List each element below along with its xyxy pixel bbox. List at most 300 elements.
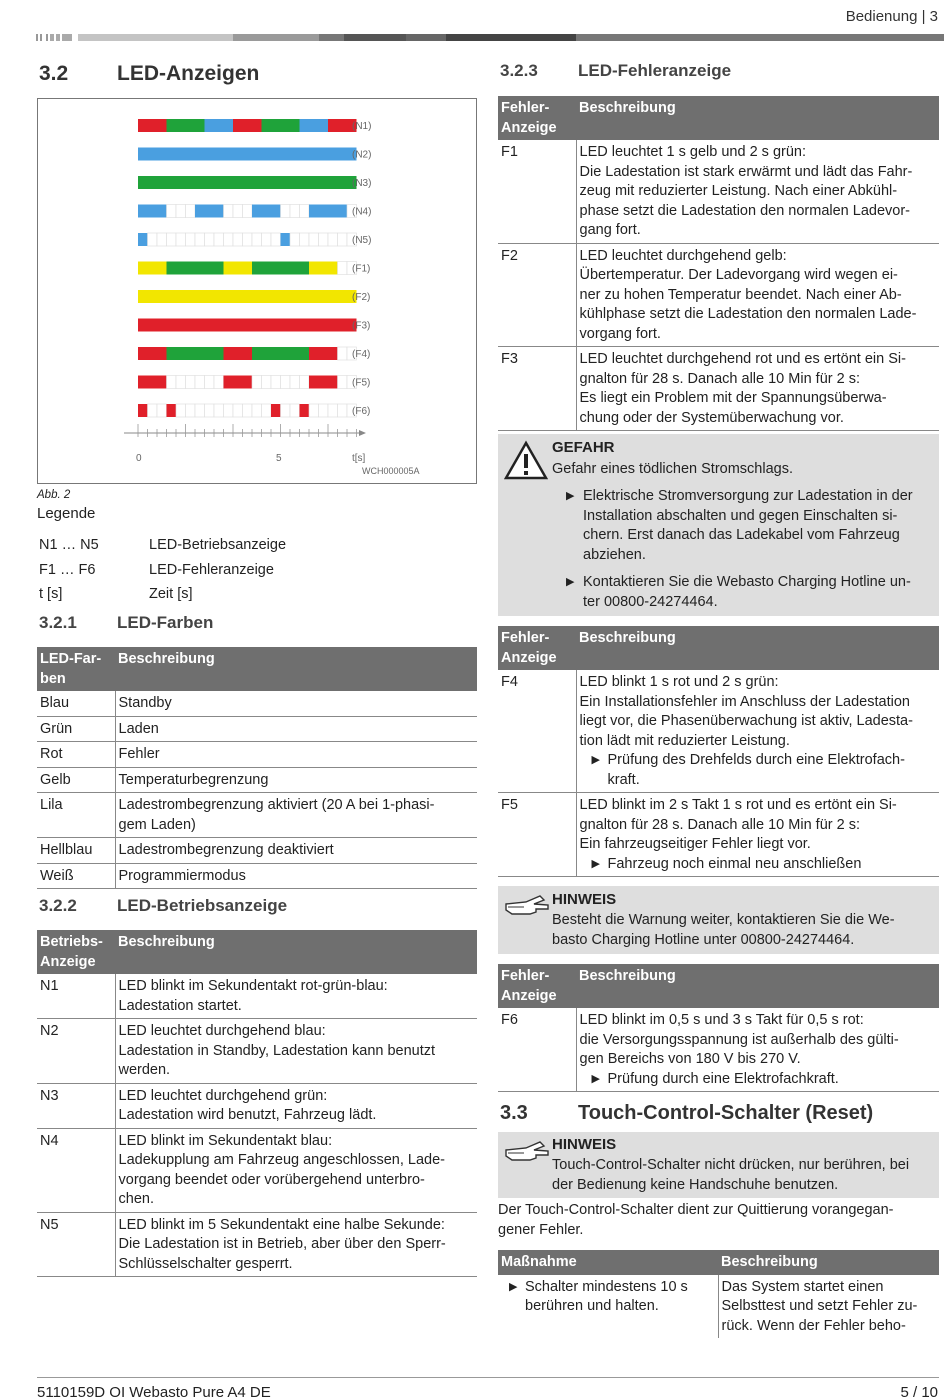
led-segment [319, 319, 329, 332]
danger-box [498, 434, 939, 616]
figure-caption: Abb. 2 [37, 489, 71, 501]
led-segment [290, 262, 300, 275]
led-segment [319, 290, 329, 303]
led-segment [281, 262, 291, 275]
table-cell-key: F4 [498, 670, 576, 793]
led-row-label: (N4) [352, 206, 372, 218]
table-cell-value: LED blinkt im 0,5 s und 3 s Takt für 0,5 s rot: die Versorgungsspannung ist außerhalb des gülti- gen Bereichs von 180 V bis 270 V. ▶ Prüfung durch eine Elektrofachkraft. [576, 1008, 939, 1092]
led-segment [309, 319, 319, 332]
header-decor-bar [36, 34, 944, 41]
table-header-cell: Maßnahme [498, 1250, 718, 1275]
section-3-2-2-heading: 3.2.2 LED-Betriebsanzeige [39, 896, 288, 915]
led-segment [214, 148, 224, 161]
led-segment [243, 347, 253, 360]
led-segment [205, 319, 215, 332]
table-header-cell: Beschreibung [115, 647, 477, 691]
table-cell-key: N4 [37, 1128, 115, 1212]
led-segment [262, 262, 272, 275]
led-segment [205, 119, 215, 132]
table-cell-key: N2 [37, 1019, 115, 1084]
led-segment [243, 148, 253, 161]
led-segment [167, 376, 177, 389]
led-segment [328, 404, 338, 417]
led-segment [233, 205, 243, 218]
led-segment [224, 233, 234, 246]
led-segment [214, 233, 224, 246]
led-segment [309, 262, 319, 275]
led-segment [252, 262, 262, 275]
led-segment [195, 148, 205, 161]
led-segment [243, 290, 253, 303]
led-segment [243, 262, 253, 275]
arrow-icon: ▶ [591, 754, 600, 766]
led-segment [338, 262, 348, 275]
led-segment [271, 290, 281, 303]
led-row-label: (F6) [352, 406, 371, 417]
led-segment [300, 262, 310, 275]
led-segment [214, 262, 224, 275]
led-segment [195, 290, 205, 303]
led-segment [233, 119, 243, 132]
led-segment [167, 176, 177, 189]
table-header-cell: Beschreibung [576, 96, 939, 140]
led-segment [148, 233, 158, 246]
led-segment [290, 319, 300, 332]
led-segment [157, 376, 167, 389]
led-segment [309, 376, 319, 389]
led-segment [176, 233, 186, 246]
led-row-label: (F1) [352, 263, 371, 275]
led-segment [167, 404, 177, 417]
instruction-step: ▶ Schalter mindestens 10 s berühren und halten. [501, 1278, 715, 1317]
table-cell-key: N1 [37, 974, 115, 1019]
table-cell-key: Blau [37, 691, 115, 716]
led-segment [224, 376, 234, 389]
axis-unit-label: t[s] [352, 453, 366, 464]
table-row [498, 670, 939, 793]
table-row [37, 716, 477, 742]
led-segment [252, 119, 262, 132]
led-segment [338, 347, 348, 360]
led-segment [157, 290, 167, 303]
led-segment [138, 148, 148, 161]
led-segment [281, 347, 291, 360]
led-segment [186, 376, 196, 389]
led-row-label: (N5) [352, 235, 372, 246]
led-segment [309, 148, 319, 161]
led-segment [233, 404, 243, 417]
led-segment [157, 205, 167, 218]
led-segment [319, 148, 329, 161]
led-segment [233, 347, 243, 360]
led-segment [328, 205, 338, 218]
section-3-3-heading: 3.3 Touch-Control-Schalter (Reset) [500, 1102, 874, 1124]
led-segment [300, 404, 310, 417]
led-segment [233, 233, 243, 246]
table-header-row [37, 647, 477, 691]
led-segment [138, 176, 148, 189]
table-cell-value: Laden [115, 716, 477, 742]
led-segment [243, 319, 253, 332]
led-segment [281, 148, 291, 161]
table-row [498, 347, 939, 431]
led-segment [176, 319, 186, 332]
led-segment [167, 319, 177, 332]
led-segment [157, 404, 167, 417]
table-header-cell: Fehler- Anzeige [498, 96, 576, 140]
led-segment [252, 404, 262, 417]
led-segment [328, 290, 338, 303]
led-row-label: (F2) [352, 292, 371, 303]
led-segment [290, 176, 300, 189]
table-row [498, 243, 939, 347]
instruction-step: ▶ Prüfung des Drehfelds durch eine Elektrofach- kraft. [580, 751, 937, 790]
table-cell-value: Programmiermodus [115, 863, 477, 889]
led-segment [148, 319, 158, 332]
led-segment [186, 347, 196, 360]
led-segment [148, 376, 158, 389]
led-segment [281, 290, 291, 303]
table-cell-value: LED blinkt im 5 Sekundentakt eine halbe Sekunde: Die Ladestation ist in Betrieb, aber über den Sperr- Schlüsselschalter gesperrt. [115, 1212, 477, 1277]
table-cell-key: N5 [37, 1212, 115, 1277]
led-segment [167, 347, 177, 360]
table-cell-key: F3 [498, 347, 576, 431]
table-cell-key: F2 [498, 243, 576, 347]
led-segment [167, 119, 177, 132]
led-segment [319, 404, 329, 417]
led-segment [338, 119, 348, 132]
led-segment [214, 205, 224, 218]
led-segment [176, 376, 186, 389]
table-cell-key: N3 [37, 1083, 115, 1128]
led-segment [205, 290, 215, 303]
danger-text: Gefahr eines tödlichen Stromschlags. [552, 461, 793, 477]
led-segment [186, 176, 196, 189]
led-segment [214, 319, 224, 332]
led-segment [157, 119, 167, 132]
led-segment [138, 233, 148, 246]
table-cell-value: LED blinkt im Sekundentakt blau: Ladekupplung am Fahrzeug angeschlossen, Lade- vorgang beendet oder vorübergehend unterbro- chen. [115, 1128, 477, 1212]
operating-display-table [37, 930, 477, 1277]
led-segment [167, 233, 177, 246]
led-segment [186, 148, 196, 161]
led-segment [224, 205, 234, 218]
arrow-icon: ▶ [509, 1280, 518, 1293]
danger-step: ▶ Elektrische Stromversorgung zur Ladestation in der Installation abschalten und gegen Einschalten si- chern. Erst danach das Ladekabel vom Fahrzeug abziehen. [566, 487, 936, 565]
led-segment [243, 119, 253, 132]
led-segment [309, 233, 319, 246]
table-cell-key: F5 [498, 793, 576, 877]
legend-list [39, 536, 339, 610]
pointing-hand-icon [504, 1138, 550, 1164]
table-header-cell: Beschreibung [115, 930, 477, 974]
led-segment [271, 233, 281, 246]
pointing-hand-icon [504, 892, 550, 918]
legend-item: t [s] Zeit [s] [39, 586, 193, 602]
led-segment [138, 262, 148, 275]
led-segment [205, 148, 215, 161]
led-segment [328, 119, 338, 132]
led-segment [290, 148, 300, 161]
led-segment [233, 176, 243, 189]
table-cell-value: Das System startet einen Selbsttest und setzt Fehler zu- rück. Wenn der Fehler beho- [721, 1278, 918, 1334]
table-cell-key: F6 [498, 1008, 576, 1092]
led-segment [148, 404, 158, 417]
led-segment [243, 376, 253, 389]
led-segment [195, 262, 205, 275]
led-segment [233, 376, 243, 389]
led-segment [338, 376, 348, 389]
led-segment [243, 176, 253, 189]
led-segment [214, 119, 224, 132]
led-segment [176, 176, 186, 189]
led-segment [328, 233, 338, 246]
led-segment [262, 290, 272, 303]
led-segment [252, 205, 262, 218]
led-segment [300, 347, 310, 360]
led-segment [224, 319, 234, 332]
table-header-cell: Beschreibung [576, 626, 939, 670]
footer-doc-id: 5110159D OI Webasto Pure A4 DE [37, 1384, 271, 1397]
led-segment [157, 262, 167, 275]
table-row [37, 1019, 477, 1084]
table-cell-key: F1 [498, 140, 576, 243]
led-row-label: (N3) [352, 178, 372, 189]
led-segment [328, 319, 338, 332]
led-segment [290, 376, 300, 389]
led-segment [138, 319, 148, 332]
led-segment [281, 205, 291, 218]
led-segment [271, 148, 281, 161]
led-segment [281, 376, 291, 389]
table-row [498, 793, 939, 877]
notice-title: HINWEIS [552, 1136, 617, 1153]
led-segment [290, 205, 300, 218]
led-segment [195, 176, 205, 189]
led-row-label: (F3) [352, 320, 371, 332]
led-segment [195, 119, 205, 132]
table-header-cell: Fehler- Anzeige [498, 626, 576, 670]
led-segment [309, 119, 319, 132]
table-row [37, 1128, 477, 1212]
table-cell-key: Gelb [37, 767, 115, 793]
led-segment [338, 205, 348, 218]
led-segment [300, 148, 310, 161]
led-segment [224, 404, 234, 417]
table-cell-value: Temperaturbegrenzung [115, 767, 477, 793]
danger-step: ▶ Kontaktieren Sie die Webasto Charging Hotline un- ter 00800-24274464. [566, 573, 936, 612]
led-segment [281, 119, 291, 132]
led-segment [233, 290, 243, 303]
arrow-icon: ▶ [591, 857, 600, 870]
led-segment [138, 347, 148, 360]
legend-item: F1 … F6 LED-Fehleranzeige [39, 561, 274, 578]
table-row [37, 863, 477, 889]
table-header-row [498, 626, 939, 670]
notice-text: Besteht die Warnung weiter, kontaktieren Sie die We- basto Charging Hotline unter 00800-24274464. [552, 912, 895, 948]
table-cell-value: Standby [115, 691, 477, 716]
led-row-label: (F4) [352, 349, 371, 360]
led-segment [157, 233, 167, 246]
led-segment [271, 262, 281, 275]
table-cell-key: Rot [37, 742, 115, 768]
led-segment [338, 290, 348, 303]
table-cell-value: LED leuchtet durchgehend rot und es ertönt ein Si- gnalton für 28 s. Danach alle 10 Min für 2 s: Es liegt ein Problem mit der Spannungsüberwa- chung oder der Systemüberwachung vor. [576, 347, 939, 431]
led-segment [252, 290, 262, 303]
led-segment [252, 148, 262, 161]
led-segment [224, 148, 234, 161]
led-segment [262, 233, 272, 246]
section-3-2-3-heading: 3.2.3 LED-Fehleranzeige [500, 61, 732, 80]
table-cell-value: LED leuchtet durchgehend grün: Ladestation wird benutzt, Fahrzeug lädt. [115, 1083, 477, 1128]
table-row [37, 1212, 477, 1277]
table-cell-key: Lila [37, 793, 115, 838]
table-cell-key [498, 1275, 718, 1339]
led-segment [186, 319, 196, 332]
led-segment [214, 176, 224, 189]
led-segment [309, 290, 319, 303]
instruction-step: ▶ Prüfung durch eine Elektrofachkraft. [580, 1070, 937, 1090]
led-segment [319, 262, 329, 275]
led-segment [300, 290, 310, 303]
led-segment [205, 205, 215, 218]
led-segment [205, 347, 215, 360]
table-header-row [37, 930, 477, 974]
led-segment [176, 404, 186, 417]
section-3-2-1-heading: 3.2.1 LED-Farben [39, 613, 214, 632]
led-segment [328, 262, 338, 275]
led-segment [338, 148, 348, 161]
instruction-step: ▶ Fahrzeug noch einmal neu anschließen [580, 855, 937, 875]
led-segment [233, 148, 243, 161]
table-row [37, 838, 477, 864]
footer-divider [37, 1377, 939, 1378]
led-segment [214, 290, 224, 303]
led-segment [271, 119, 281, 132]
led-segment [262, 205, 272, 218]
led-segment [186, 119, 196, 132]
led-segment [186, 205, 196, 218]
axis-tick-label: 0 [136, 453, 142, 464]
led-segment [148, 290, 158, 303]
led-segment [224, 119, 234, 132]
led-segment [338, 233, 348, 246]
led-segment [176, 119, 186, 132]
led-colors-table [37, 647, 477, 889]
led-segment [224, 290, 234, 303]
led-segment [195, 376, 205, 389]
led-segment [233, 262, 243, 275]
legend-title: Legende [37, 505, 96, 522]
led-segment [319, 347, 329, 360]
led-segment [157, 176, 167, 189]
led-segment [300, 319, 310, 332]
led-segment [262, 148, 272, 161]
table-header-cell: Fehler- Anzeige [498, 964, 576, 1008]
led-segment [224, 262, 234, 275]
led-segment [176, 205, 186, 218]
table-row [498, 1275, 939, 1339]
led-segment [148, 262, 158, 275]
led-segment [290, 347, 300, 360]
led-segment [309, 347, 319, 360]
table-row [498, 140, 939, 243]
led-segment [176, 148, 186, 161]
table-cell-value: Ladestrombegrenzung aktiviert (20 A bei 1-phasi- gem Laden) [115, 793, 477, 838]
led-segment [319, 376, 329, 389]
led-segment [281, 404, 291, 417]
notice-text: Touch-Control-Schalter nicht drücken, nur berühren, bei der Bedienung keine Handschuhe benutzen. [552, 1157, 910, 1193]
table-cell-value: LED leuchtet 1 s gelb und 2 s grün: Die Ladestation ist stark erwärmt und lädt das Fahr- zeug mit reduzierter Leistung. Nach einer Abkühl- phase setzt die Ladestation den normalen Ladevor- gang fort. [576, 140, 939, 243]
led-segment [290, 119, 300, 132]
led-segment [271, 404, 281, 417]
figure-code: WCH000005A [362, 466, 420, 476]
led-segment [224, 347, 234, 360]
led-segment [252, 233, 262, 246]
led-segment [148, 119, 158, 132]
legend-item: N1 … N5 LED-Betriebsanzeige [39, 537, 287, 553]
table-cell-value: Ladestrombegrenzung deaktiviert [115, 838, 477, 864]
led-segment [138, 290, 148, 303]
led-segment [262, 119, 272, 132]
led-segment [243, 404, 253, 417]
table-row [37, 793, 477, 838]
led-segment [157, 148, 167, 161]
error-display-table-f1-f3 [498, 96, 939, 431]
led-segment [281, 176, 291, 189]
led-segment [176, 262, 186, 275]
led-segment [205, 376, 215, 389]
table-row [37, 691, 477, 716]
table-row [37, 742, 477, 768]
table-cell-key: Grün [37, 716, 115, 742]
footer-page-number: 5 / 10 [900, 1384, 938, 1397]
notice-box [498, 1132, 939, 1198]
led-segment [338, 176, 348, 189]
led-segment [290, 290, 300, 303]
led-segment [319, 233, 329, 246]
led-segment [205, 404, 215, 417]
led-timing-chart [38, 99, 478, 485]
table-cell-value: LED blinkt 1 s rot und 2 s grün: Ein Installationsfehler im Anschluss der Ladestation liegt vor, die Phasenüberwachung ist aktiv, Ladesta- tion lädt mit reduzierter Leistung. ▶ Prüfung des Drehfelds durch eine Elektrofach- kraft. [576, 670, 939, 793]
page-header: Bedienung | 3 [845, 8, 938, 25]
led-segment [148, 176, 158, 189]
led-segment [328, 376, 338, 389]
led-segment [262, 347, 272, 360]
led-segment [281, 233, 291, 246]
led-segment [195, 205, 205, 218]
led-segment [138, 205, 148, 218]
led-segment [300, 233, 310, 246]
led-segment [252, 347, 262, 360]
reset-action-table [498, 1250, 939, 1338]
led-segment [271, 176, 281, 189]
table-header-row [498, 1250, 939, 1275]
led-segment [243, 233, 253, 246]
led-segment [167, 148, 177, 161]
led-segment [271, 347, 281, 360]
led-segment [271, 205, 281, 218]
led-row-label: (F5) [352, 377, 371, 389]
led-segment [252, 176, 262, 189]
led-segment [271, 376, 281, 389]
led-segment [309, 176, 319, 189]
led-segment [309, 205, 319, 218]
led-segment [148, 205, 158, 218]
led-segment [214, 347, 224, 360]
table-row [37, 767, 477, 793]
led-segment [328, 347, 338, 360]
